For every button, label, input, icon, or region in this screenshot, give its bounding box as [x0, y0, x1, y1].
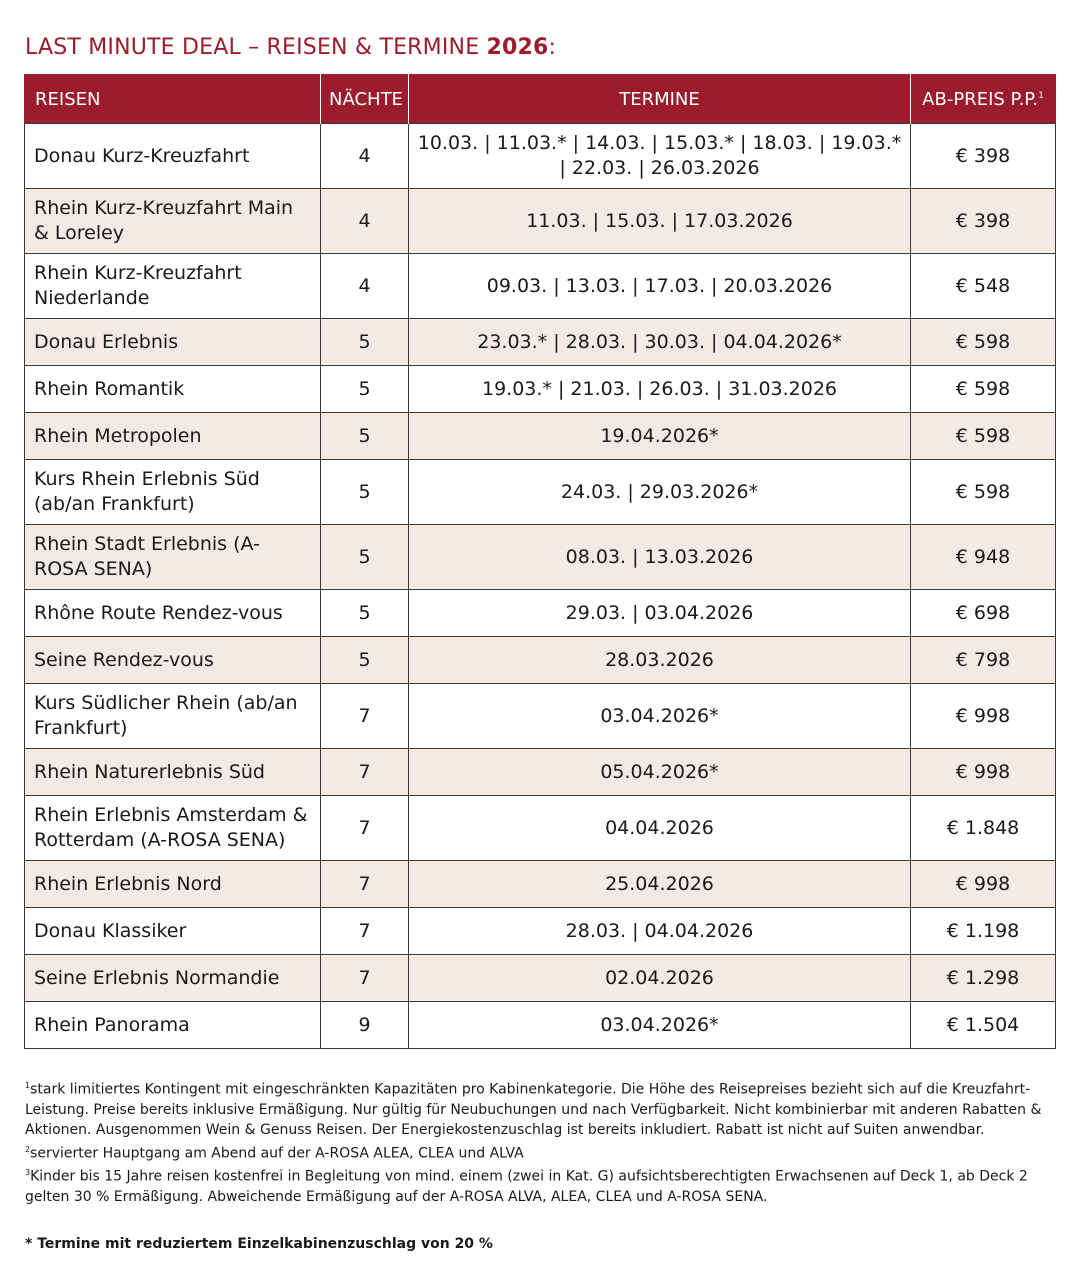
row-termine: 19.04.2026* — [409, 413, 911, 460]
row-naechte: 7 — [321, 796, 409, 861]
row-preis: € 998 — [911, 749, 1056, 796]
row-termine: 09.03. | 13.03. | 17.03. | 20.03.2026 — [409, 254, 911, 319]
table-row — [25, 189, 1056, 254]
header-termine: TERMINE — [409, 75, 911, 124]
row-preis: € 548 — [911, 254, 1056, 319]
table-row — [25, 590, 1056, 637]
row-naechte: 7 — [321, 955, 409, 1002]
row-name: Seine Rendez-vous — [25, 637, 321, 684]
row-name: Donau Klassiker — [25, 908, 321, 955]
row-termine: 24.03. | 29.03.2026* — [409, 460, 911, 525]
table-row — [25, 525, 1056, 590]
table-row — [25, 319, 1056, 366]
row-naechte: 5 — [321, 460, 409, 525]
table-row — [25, 637, 1056, 684]
row-preis: € 798 — [911, 637, 1056, 684]
header-reisen: REISEN — [25, 75, 321, 124]
table-row — [25, 124, 1056, 189]
title-year: 2026 — [486, 35, 549, 60]
table-row — [25, 749, 1056, 796]
row-naechte: 4 — [321, 124, 409, 189]
row-naechte: 4 — [321, 254, 409, 319]
row-name: Rhein Erlebnis Nord — [25, 861, 321, 908]
row-naechte: 7 — [321, 861, 409, 908]
row-naechte: 5 — [321, 366, 409, 413]
row-name: Rhein Metropolen — [25, 413, 321, 460]
row-preis: € 398 — [911, 124, 1056, 189]
table-row — [25, 684, 1056, 749]
row-naechte: 4 — [321, 189, 409, 254]
row-name: Seine Erlebnis Normandie — [25, 955, 321, 1002]
row-name: Rhein Panorama — [25, 1002, 321, 1049]
row-naechte: 9 — [321, 1002, 409, 1049]
header-preis: AB-PREIS P.P.$^1$ — [911, 75, 1056, 124]
footnotes — [25, 1076, 1065, 1207]
row-name: Rhône Route Rendez-vous — [25, 590, 321, 637]
row-preis: € 398 — [911, 189, 1056, 254]
table-row — [25, 861, 1056, 908]
row-name: Rhein Romantik — [25, 366, 321, 413]
row-name: Donau Kurz-Kreuzfahrt — [25, 124, 321, 189]
table-header-row — [25, 75, 1056, 124]
table-row — [25, 908, 1056, 955]
table-row — [25, 955, 1056, 1002]
table-row — [25, 460, 1056, 525]
row-preis: € 1.298 — [911, 955, 1056, 1002]
row-naechte: 5 — [321, 525, 409, 590]
row-name: Rhein Erlebnis Amsterdam & Rotterdam (A-ROSA SENA) — [25, 796, 321, 861]
row-termine: 11.03. | 15.03. | 17.03.2026 — [409, 189, 911, 254]
row-naechte: 7 — [321, 684, 409, 749]
star-note: * Termine mit reduziertem Einzelkabinenzuschlag von 20 % — [25, 1236, 493, 1252]
row-preis: € 948 — [911, 525, 1056, 590]
row-termine: 19.03.* | 21.03. | 26.03. | 31.03.2026 — [409, 366, 911, 413]
row-preis: € 598 — [911, 319, 1056, 366]
row-preis: € 598 — [911, 413, 1056, 460]
row-termine: 03.04.2026* — [409, 684, 911, 749]
row-preis: € 1.504 — [911, 1002, 1056, 1049]
row-naechte: 5 — [321, 637, 409, 684]
row-naechte: 5 — [321, 413, 409, 460]
row-preis: € 998 — [911, 861, 1056, 908]
row-preis: € 1.848 — [911, 796, 1056, 861]
row-preis: € 698 — [911, 590, 1056, 637]
table-row — [25, 254, 1056, 319]
table-row — [25, 366, 1056, 413]
row-termine: 02.04.2026 — [409, 955, 911, 1002]
row-name: Rhein Kurz-Kreuzfahrt Main & Loreley — [25, 189, 321, 254]
row-name: Donau Erlebnis — [25, 319, 321, 366]
row-name: Kurs Südlicher Rhein (ab/an Frankfurt) — [25, 684, 321, 749]
row-name: Kurs Rhein Erlebnis Süd (ab/an Frankfurt) — [25, 460, 321, 525]
row-termine: 05.04.2026* — [409, 749, 911, 796]
row-termine: 28.03. | 04.04.2026 — [409, 908, 911, 955]
footnote-1: $^1$stark limitiertes Kontingent mit eingeschränkten Kapazitäten pro Kabinenkategorie. Die Höhe des Reisepreises bezieht sich auf die Kreuzfahrt-Leistung. Preise bereits inklusive Ermäßigung. Nur gültig für Neubuchungen und nach Verfügbarkeit. Nicht kombinierbar mit anderen Rabatten & Aktionen. Ausgenommen Wein & Genuss Reisen. Der Energiekostenzuschlag ist bereits inkludiert. Rabatt ist nicht auf Suiten anwendbar. — [25, 1081, 1042, 1138]
row-naechte: 5 — [321, 319, 409, 366]
row-termine: 08.03. | 13.03.2026 — [409, 525, 911, 590]
footnote-3: $^3$Kinder bis 15 Jahre reisen kostenfrei in Begleitung von mind. einem (zwei in Kat. G) aufsichtsberechtigten Erwachsenen auf Deck 1, ab Deck 2 gelten 30 % Ermäßigung. Abweichende Ermäßigung auf der A-ROSA ALVA, ALEA, CLEA und A-ROSA SENA. — [25, 1168, 1028, 1205]
row-termine: 03.04.2026* — [409, 1002, 911, 1049]
row-name: Rhein Stadt Erlebnis (A-ROSA SENA) — [25, 525, 321, 590]
row-termine: 23.03.* | 28.03. | 30.03. | 04.04.2026* — [409, 319, 911, 366]
row-preis: € 998 — [911, 684, 1056, 749]
row-name: Rhein Kurz-Kreuzfahrt Niederlande — [25, 254, 321, 319]
row-termine: 10.03. | 11.03.* | 14.03. | 15.03.* | 18.03. | 19.03.* | 22.03. | 26.03.2026 — [409, 124, 911, 189]
row-preis: € 598 — [911, 460, 1056, 525]
row-termine: 29.03. | 03.04.2026 — [409, 590, 911, 637]
row-termine: 25.04.2026 — [409, 861, 911, 908]
row-naechte: 5 — [321, 590, 409, 637]
table-row — [25, 413, 1056, 460]
deals-table — [24, 74, 1056, 1049]
row-name: Rhein Naturerlebnis Süd — [25, 749, 321, 796]
table-row — [25, 1002, 1056, 1049]
footnote-2: $^2$servierter Hauptgang am Abend auf der A-ROSA ALEA, CLEA und ALVA — [25, 1144, 524, 1162]
header-naechte: NÄCHTE — [321, 75, 409, 124]
row-termine: 28.03.2026 — [409, 637, 911, 684]
row-termine: 04.04.2026 — [409, 796, 911, 861]
row-naechte: 7 — [321, 749, 409, 796]
page-title: LAST MINUTE DEAL – REISEN & TERMINE 2026: — [25, 35, 557, 60]
row-preis: € 1.198 — [911, 908, 1056, 955]
row-naechte: 7 — [321, 908, 409, 955]
row-preis: € 598 — [911, 366, 1056, 413]
table-row — [25, 796, 1056, 861]
